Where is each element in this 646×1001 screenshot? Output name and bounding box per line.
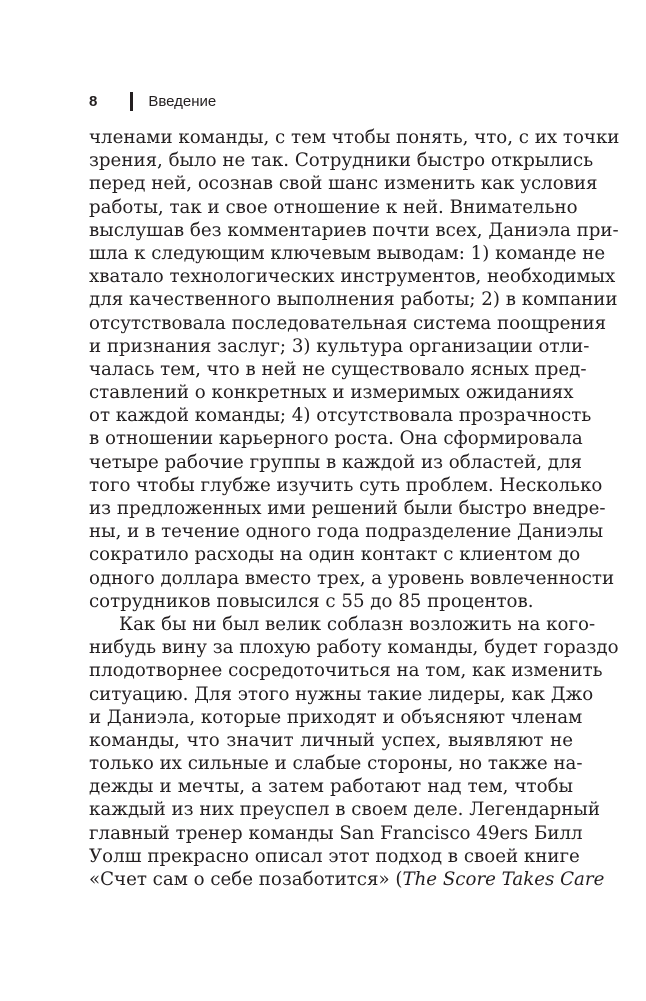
text-line: нибудь вину за плохую работу команды, будет гораздо bbox=[89, 637, 619, 659]
text-line: в отношении карьерного роста. Она сформировала bbox=[89, 428, 583, 450]
text-line: того чтобы глубже изучить суть проблем. Несколько bbox=[89, 474, 603, 496]
text-line: членами команды, с тем чтобы понять, что, с их точки bbox=[89, 127, 620, 148]
text-line: одного доллара вместо трех, а уровень вовлеченности bbox=[89, 567, 615, 589]
text-line: перед ней, осознав свой шанс изменить как условия bbox=[89, 173, 598, 195]
text-line: и признания заслуг; 3) культура организации отли- bbox=[89, 335, 590, 357]
text-fragment: «Счет сам о себе позаботится» ( bbox=[89, 869, 403, 890]
text-line: чалась тем, что в ней не существовало ясных пред- bbox=[89, 358, 587, 380]
text-line: сократило расходы на один контакт с клиентом до bbox=[89, 544, 581, 566]
text-line: от каждой команды; 4) отсутствовала прозрачность bbox=[89, 405, 592, 427]
text-line: ставлений о конкретных и измеримых ожиданиях bbox=[89, 382, 574, 404]
text-line: для качественного выполнения работы; 2) в компании bbox=[89, 289, 618, 311]
body-text bbox=[89, 126, 620, 891]
text-line: команды, что значит личный успех, выявляют не bbox=[89, 729, 573, 751]
text-line: и Даниэла, которые приходят и объясняют членам bbox=[89, 706, 583, 728]
paragraph-first-line: Как бы ни был велик соблазн возложить на кого- bbox=[119, 613, 596, 635]
text-line: работы, так и свое отношение к ней. Внимательно bbox=[89, 196, 578, 218]
text-line: шла к следующим ключевым выводам: 1) команде не bbox=[89, 242, 606, 264]
text-line: зрения, было не так. Сотрудники быстро открылись bbox=[89, 150, 594, 172]
text-line: хватало технологических инструментов, необходимых bbox=[89, 266, 616, 288]
text-line: выслушав без комментариев почти всех, Даниэла при- bbox=[89, 219, 619, 241]
paragraph-end-line: сотрудников повысился с 55 до 85 процентов. bbox=[89, 590, 534, 612]
text-line: отсутствовала последовательная система поощрения bbox=[89, 312, 607, 334]
text-line: ны, и в течение одного года подразделение Даниэлы bbox=[89, 521, 604, 543]
text-line: четыре рабочие группы в каждой из областей, для bbox=[89, 451, 583, 473]
page-number: 8 bbox=[89, 92, 98, 110]
text-line bbox=[89, 868, 605, 891]
running-header bbox=[89, 88, 216, 114]
text-line: ситуацию. Для этого нужны такие лидеры, как Джо bbox=[89, 683, 594, 705]
text-line: дежды и мечты, а затем работают над тем, чтобы bbox=[89, 776, 573, 798]
text-line: плодотворнее сосредоточиться на том, как изменить bbox=[89, 660, 603, 682]
book-title-italic: The Score Takes Care bbox=[402, 869, 605, 890]
text-line: главный тренер команды San Francisco 49ers Билл bbox=[89, 822, 583, 844]
text-line: каждый из них преуспел в своем деле. Легендарный bbox=[89, 799, 600, 821]
text-line: только их сильные и слабые стороны, но также на- bbox=[89, 753, 583, 775]
text-line: Уолш прекрасно описал этот подход в своей книге bbox=[89, 845, 580, 867]
section-title: Введение bbox=[148, 92, 217, 110]
text-line: из предложенных ими решений были быстро внедре- bbox=[89, 498, 606, 519]
header-divider bbox=[130, 92, 133, 111]
